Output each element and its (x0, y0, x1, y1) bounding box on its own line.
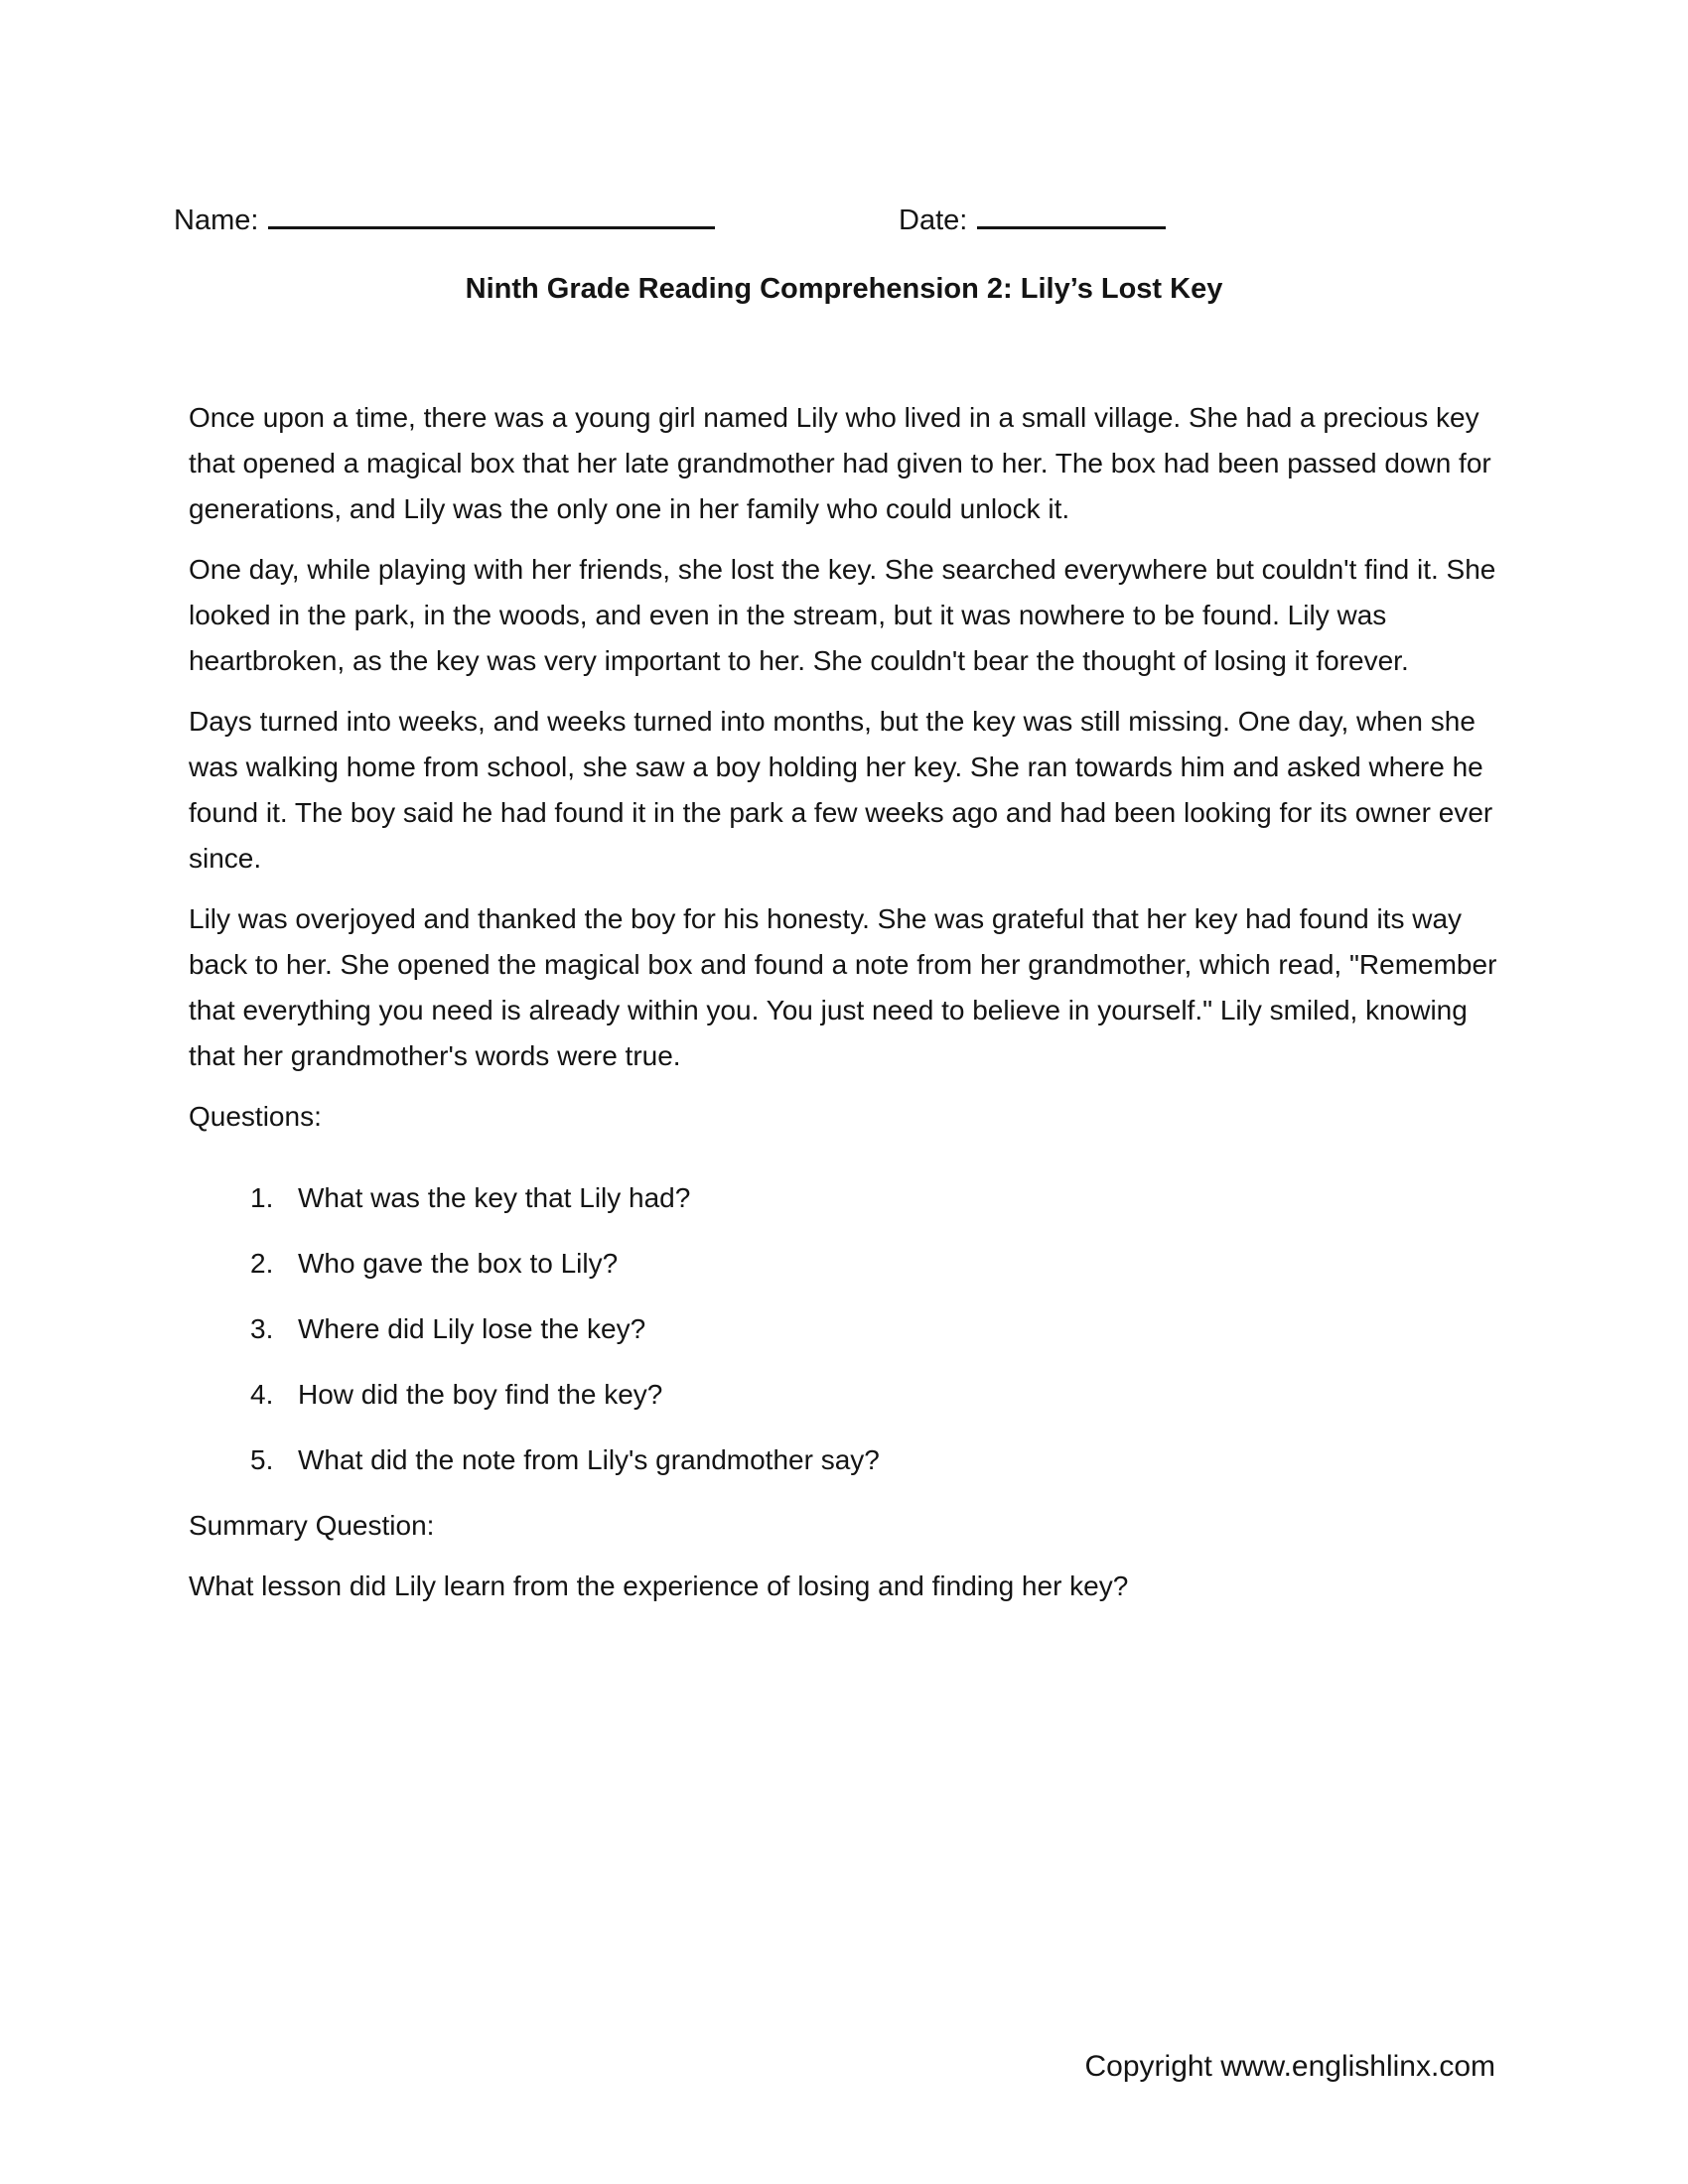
question-text: How did the boy find the key? (298, 1379, 663, 1410)
date-blank-line (977, 197, 1166, 229)
story-paragraphs (189, 395, 1504, 1079)
question-number: 1. (250, 1182, 274, 1213)
question-text: What was the key that Lily had? (298, 1182, 691, 1213)
question-text: Who gave the box to Lily? (298, 1248, 619, 1279)
story-paragraph: Once upon a time, there was a young girl named Lily who lived in a small village. She had a precious key that opened a magical box that her late grandmother had given to her. The box had been passed down for generations, and Lily was the only one in her family who could unlock it. (189, 402, 1491, 524)
date-label: Date: (899, 205, 968, 236)
question-item (189, 1241, 1504, 1287)
name-field (174, 197, 715, 237)
question-number: 4. (250, 1379, 274, 1410)
story-paragraph: One day, while playing with her friends, she lost the key. She searched everywhere but couldn't find it. She looked in the park, in the woods, and even in the stream, but it was nowhere to be found. Lily was heartbroken, as the key was very important to her. She couldn't bear the thought of losing it forever. (189, 554, 1496, 676)
question-item (189, 1372, 1504, 1418)
summary-question-label: Summary Question: (189, 1510, 435, 1541)
question-item (189, 1306, 1504, 1352)
question-item (189, 1175, 1504, 1221)
worksheet-body (189, 395, 1504, 1624)
questions-list (189, 1175, 1504, 1483)
story-paragraph: Lily was overjoyed and thanked the boy for his honesty. She was grateful that her key had found its way back to her. She opened the magical box and found a note from her grandmother, which read, "Remember that everything you need is already within you. You just need to believe in yourself." Lily smiled, knowing that her grandmother's words were true. (189, 903, 1497, 1071)
name-blank-line (268, 197, 715, 229)
summary-question-text: What lesson did Lily learn from the experience of losing and finding her key? (189, 1570, 1129, 1601)
question-text: Where did Lily lose the key? (298, 1313, 646, 1344)
question-number: 3. (250, 1313, 274, 1344)
question-number: 2. (250, 1248, 274, 1279)
name-label: Name: (174, 205, 259, 236)
question-number: 5. (250, 1444, 274, 1475)
header (174, 197, 1514, 240)
page-title: Ninth Grade Reading Comprehension 2: Lily’s Lost Key (465, 273, 1223, 305)
question-item (189, 1437, 1504, 1483)
date-field (899, 197, 1166, 237)
questions-label: Questions: (189, 1101, 322, 1132)
question-text: What did the note from Lily's grandmother say? (298, 1444, 880, 1475)
story-paragraph: Days turned into weeks, and weeks turned into months, but the key was still missing. One day, when she was walking home from school, she saw a boy holding her key. She ran towards him and asked where he found it. The boy said he had found it in the park a few weeks ago and had been looking for its owner ever since. (189, 706, 1493, 874)
copyright-text: Copyright www.englishlinx.com (1084, 2050, 1495, 2083)
